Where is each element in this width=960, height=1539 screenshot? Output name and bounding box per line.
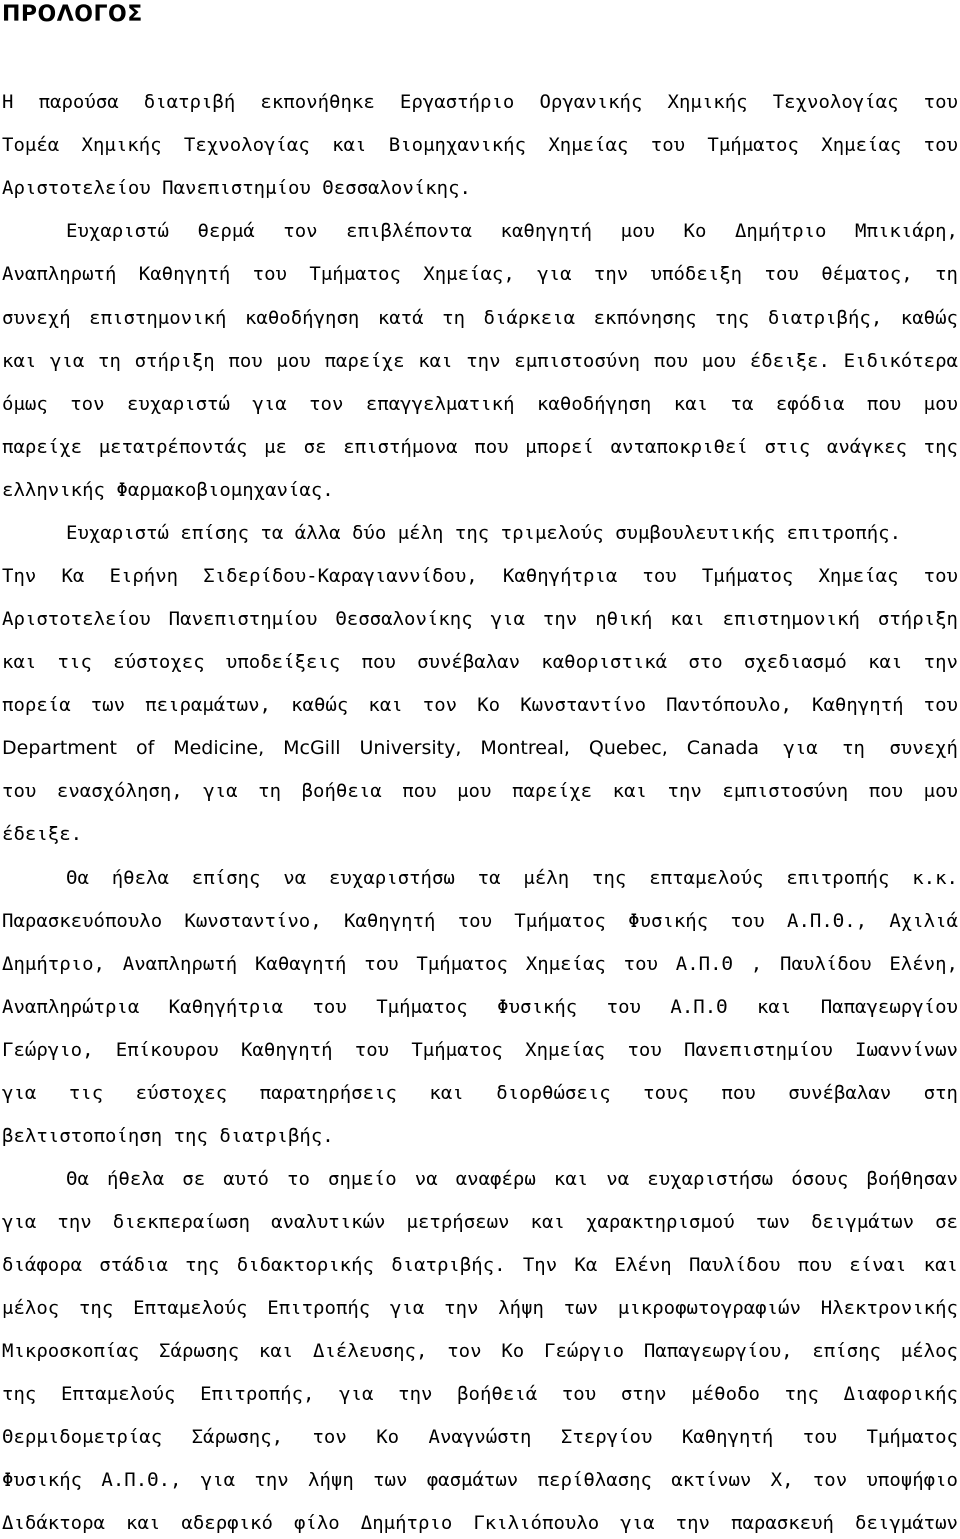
text-line: και τις εύστοχες υποδείξεις που συνέβαλαν καθοριστικά στο σχεδιασμό και την: [2, 651, 958, 673]
text-line: Γεώργιο, Επίκουρου Καθηγητή του Τμήματος Χημείας του Πανεπιστημίου Ιωαννίνων: [2, 1039, 958, 1061]
text-line: Θα ήθελα επίσης να ευχαριστήσω τα μέλη της επταμελούς επιτροπής κ.κ.: [66, 867, 958, 889]
text-line: Δημήτριο, Αναπληρωτή Καθαγητή του Τμήματος Χημείας του Α.Π.Θ , Παυλίδου Ελένη,: [2, 953, 958, 975]
text-line: Ευχαριστώ επίσης τα άλλα δύο μέλη της τριμελούς συμβουλευτικής επιτροπής.: [66, 522, 902, 544]
text-line: Διδάκτορα και αδερφικό φίλο Δημήτριο Γκιλιόπουλο για την παρασκευή δειγμάτων: [2, 1512, 958, 1534]
text-line: Αναπληρώτρια Καθηγήτρια του Τμήματος Φυσικής του Α.Π.Θ και Παπαγεωργίου: [2, 996, 958, 1018]
text-line-mixed: [2, 735, 958, 761]
text-line: και για τη στήριξη που μου παρείχε και την εμπιστοσύνη που μου έδειξε. Ειδικότερα: [2, 350, 958, 372]
text-line: Τομέα Χημικής Τεχνολογίας και Βιομηχανικής Χημείας του Τμήματος Χημείας του: [2, 134, 958, 156]
text-line: Την Κα Ειρήνη Σιδερίδου-Καραγιαννίδου, Καθηγήτρια του Τμήματος Χημείας του: [2, 565, 958, 587]
affiliation-text: Department of Medicine, McGill University, Montreal, Quebec, Canada: [2, 737, 760, 759]
text-line: Φυσικής Α.Π.Θ., για την λήψη των φασμάτων περίθλασης ακτίνων Χ, τον υποψήφιο: [2, 1469, 958, 1491]
text-line: πορεία των πειραμάτων, καθώς και τον Κο Κωνσταντίνο Παντόπουλο, Καθηγητή του: [2, 694, 958, 716]
text-line: Παρασκευόπουλο Κωνσταντίνο, Καθηγητή του Τμήματος Φυσικής του Α.Π.Θ., Αχιλιά: [2, 910, 958, 932]
text-line: όμως τον ευχαριστώ για τον επαγγελματική καθοδήγηση και τα εφόδια που μου: [2, 393, 958, 415]
text-line: Ευχαριστώ θερμά τον επιβλέποντα καθηγητή μου Κο Δημήτριο Μπικιάρη,: [66, 220, 958, 242]
text-line: διάφορα στάδια της διδακτορικής διατριβής. Την Κα Ελένη Παυλίδου που είναι και: [2, 1254, 958, 1276]
text-line: για τις εύστοχες παρατηρήσεις και διορθώσεις τους που συνέβαλαν στη: [2, 1082, 958, 1104]
text-line: Αναπληρωτή Καθηγητή του Τμήματος Χημείας, για την υπόδειξη του θέματος, τη: [2, 263, 958, 285]
text-line: Η παρούσα διατριβή εκπονήθηκε Εργαστήριο Οργανικής Χημικής Τεχνολογίας του: [2, 91, 958, 113]
text-line: ελληνικής Φαρμακοβιομηχανίας.: [2, 479, 334, 501]
text-line: Θερμιδομετρίας Σάρωσης, τον Κο Αναγνώστη Στεργίου Καθηγητή του Τμήματος: [2, 1426, 958, 1448]
text-fragment: για τη συνεχή: [759, 737, 958, 759]
text-line: συνεχή επιστημονική καθοδήγηση κατά τη διάρκεια εκπόνησης της διατριβής, καθώς: [2, 307, 958, 329]
text-line: Μικροσκοπίας Σάρωσης και Διέλευσης, τον Κο Γεώργιο Παπαγεωργίου, επίσης μέλος: [2, 1340, 958, 1362]
text-line: του ενασχόληση, για τη βοήθεια που μου παρείχε και την εμπιστοσύνη που μου: [2, 780, 958, 802]
text-line: Αριστοτελείου Πανεπιστημίου Θεσσαλονίκης.: [2, 177, 471, 199]
page-title: ΠΡΟΛΟΓΟΣ: [2, 2, 143, 27]
text-line: έδειξε.: [2, 823, 83, 845]
text-line: παρείχε μετατρέποντάς με σε επιστήμονα που μπορεί ανταποκριθεί στις ανάγκες της: [2, 436, 958, 458]
text-line: βελτιστοποίηση της διατριβής.: [2, 1125, 334, 1147]
text-line: μέλος της Επταμελούς Επιτροπής για την λήψη των μικροφωτογραφιών Ηλεκτρονικής: [2, 1297, 958, 1319]
text-line: Αριστοτελείου Πανεπιστημίου Θεσσαλονίκης για την ηθική και επιστημονική στήριξη: [2, 608, 958, 630]
text-line: για την διεκπεραίωση αναλυτικών μετρήσεων και χαρακτηρισμού των δειγμάτων σε: [2, 1211, 958, 1233]
text-line: της Επταμελούς Επιτροπής, για την βοήθειά του στην μέθοδο της Διαφορικής: [2, 1383, 958, 1405]
text-line: Θα ήθελα σε αυτό το σημείο να αναφέρω και να ευχαριστήσω όσους βοήθησαν: [66, 1168, 958, 1190]
